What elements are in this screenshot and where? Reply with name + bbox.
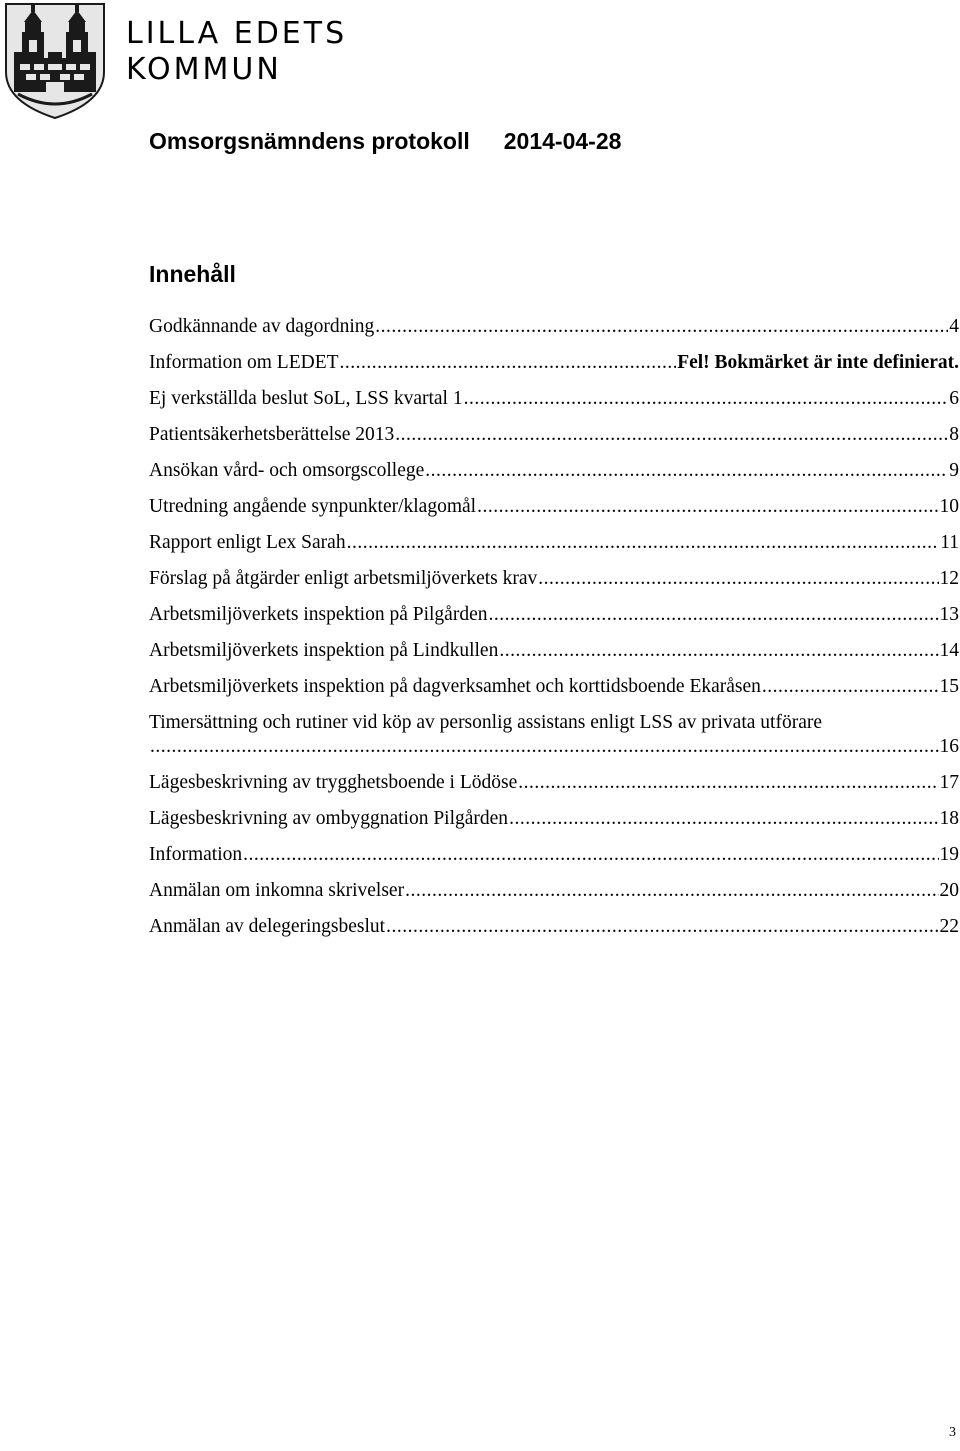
toc-entry[interactable] <box>149 567 959 591</box>
toc-entry-title: Lägesbeskrivning av ombyggnation Pilgården <box>149 808 509 829</box>
toc-entry-title: Utredning angående synpunkter/klagomål <box>149 496 477 517</box>
toc-entry-page: 13 <box>939 604 959 625</box>
toc-entry-page: 15 <box>939 676 959 697</box>
toc-leader-dots <box>375 315 948 339</box>
toc-entry-page: 20 <box>939 880 959 901</box>
toc-entry[interactable] <box>149 423 959 447</box>
toc-entry[interactable] <box>149 387 959 411</box>
document-title-text: Omsorgsnämndens protokoll <box>149 128 470 154</box>
toc-entry-title: Patientsäkerhetsberättelse 2013 <box>149 424 395 445</box>
toc-leader-dots <box>488 603 938 627</box>
toc-leader-dots <box>340 351 677 375</box>
toc-entry[interactable] <box>149 603 959 627</box>
toc-entry[interactable] <box>149 711 959 759</box>
toc-leader-dots <box>425 459 948 483</box>
toc-entry-title: Ansökan vård- och omsorgscollege <box>149 460 425 481</box>
toc-entry-page: 9 <box>949 460 959 481</box>
toc-leader-dots <box>509 807 938 831</box>
toc-entry-title: Lägesbeskrivning av trygghetsboende i Lödöse <box>149 772 518 793</box>
toc-leader-dots <box>538 567 938 591</box>
toc-entry-title: Godkännande av dagordning <box>149 316 375 337</box>
document-title <box>149 126 621 156</box>
page-number: 3 <box>949 1425 956 1440</box>
organization-name <box>126 16 347 88</box>
toc-leader-dots <box>150 735 939 759</box>
toc-leader-dots <box>405 879 938 903</box>
toc-entry-page: 14 <box>939 640 959 661</box>
toc-leader-dots <box>518 771 938 795</box>
toc-entry-title: Arbetsmiljöverkets inspektion på dagverksamhet och korttidsboende Ekaråsen <box>149 676 761 697</box>
toc-leader-dots <box>499 639 938 663</box>
toc-entry-page: 4 <box>949 316 959 337</box>
toc-entry[interactable] <box>149 459 959 483</box>
toc-entry-title: Anmälan av delegeringsbeslut <box>149 916 386 937</box>
document-date: 2014-04-28 <box>503 128 622 154</box>
toc-entry-title: Arbetsmiljöverkets inspektion på Pilgården <box>149 604 488 625</box>
toc-entry-page-error: Fel! Bokmärket är inte definierat. <box>677 352 959 373</box>
toc-entry-title: Anmälan om inkomna skrivelser <box>149 880 405 901</box>
toc-entry-page: 10 <box>939 496 959 517</box>
toc-leader-dots <box>395 423 948 447</box>
toc-entry-title: Förslag på åtgärder enligt arbetsmiljöverkets krav <box>149 568 538 589</box>
toc-entry-page: 8 <box>949 424 959 445</box>
toc-entry[interactable] <box>149 915 959 939</box>
toc-entry-page: 22 <box>939 916 959 937</box>
toc-entry-page: 12 <box>939 568 959 589</box>
toc-entry-title: Information <box>149 844 243 865</box>
toc-leader-dots <box>386 915 938 939</box>
toc-entry-title: Rapport enligt Lex Sarah <box>149 532 346 553</box>
toc-entry[interactable] <box>149 843 959 867</box>
toc-entry[interactable] <box>149 771 959 795</box>
toc-leader-dots <box>477 495 938 519</box>
toc-entry-title: Ej verkställda beslut SoL, LSS kvartal 1 <box>149 388 463 409</box>
toc-entry-page: 17 <box>939 772 959 793</box>
organization-name-line2: KOMMUN <box>126 52 282 87</box>
toc-entry-page: 18 <box>939 808 959 829</box>
organization-name-line1: LILLA EDETS <box>126 16 348 51</box>
toc-entry[interactable] <box>149 639 959 663</box>
coat-of-arms-icon <box>4 2 106 120</box>
toc-entry[interactable] <box>149 351 959 375</box>
toc-entry[interactable] <box>149 531 959 555</box>
toc-leader-dots <box>347 531 940 555</box>
toc-entry-page: 6 <box>949 388 959 409</box>
toc-entry[interactable] <box>149 315 959 339</box>
toc-entry-page: 11 <box>940 532 959 553</box>
toc-leader-dots <box>243 843 938 867</box>
toc-leader-dots <box>464 387 949 411</box>
toc-entry[interactable] <box>149 675 959 699</box>
toc-entry[interactable] <box>149 807 959 831</box>
toc-entry-title: Arbetsmiljöverkets inspektion på Lindkullen <box>149 640 499 661</box>
toc-entry-page: 16 <box>939 736 959 757</box>
toc-entry[interactable] <box>149 495 959 519</box>
toc-entry-page: 19 <box>939 844 959 865</box>
table-of-contents <box>149 315 959 951</box>
toc-entry-title: Timersättning och rutiner vid köp av personlig assistans enligt LSS av privata utförare <box>149 712 822 733</box>
toc-heading: Innehåll <box>149 261 236 287</box>
toc-entry[interactable] <box>149 879 959 903</box>
toc-entry-title: Information om LEDET <box>149 352 339 373</box>
toc-leader-dots <box>762 675 939 699</box>
